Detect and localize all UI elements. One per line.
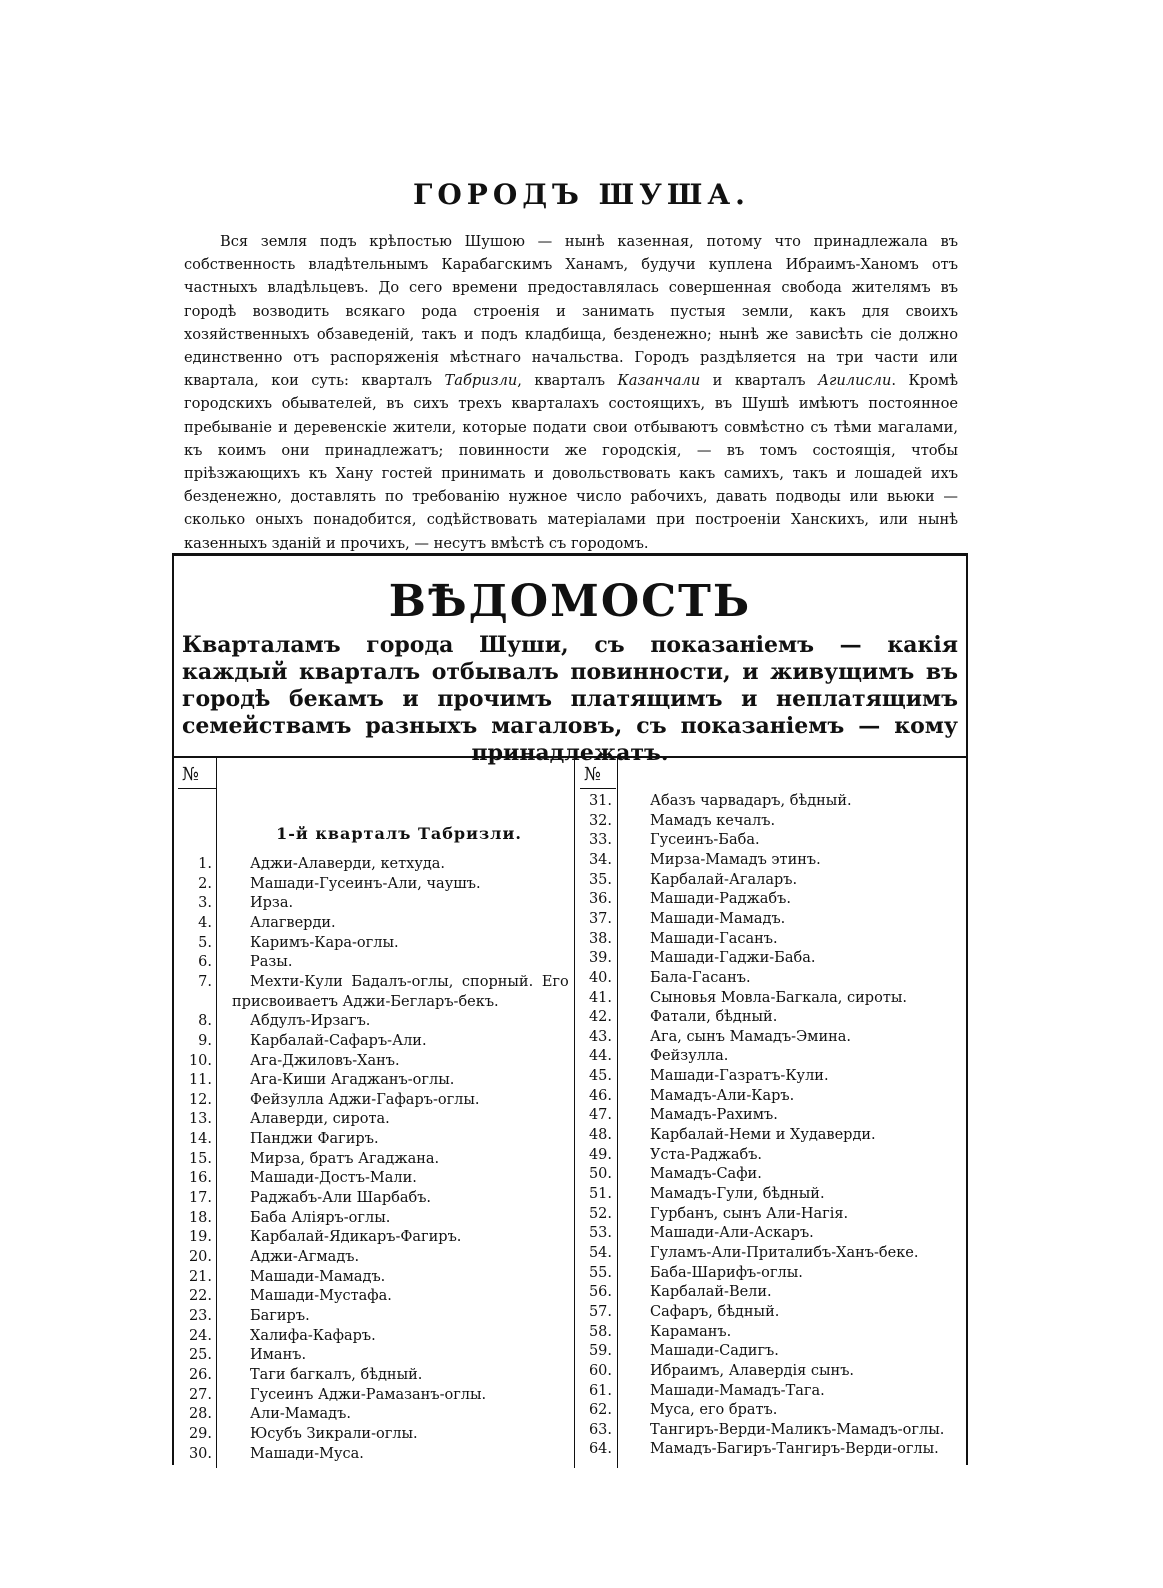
item-number: 54. (588, 1244, 612, 1261)
item-name: Разы. (250, 954, 293, 971)
item-name: Мамадъ-Сафи. (650, 1166, 762, 1183)
item-name: Абазъ чарвадаръ, бѣдный. (650, 793, 852, 809)
item-number: 38. (588, 930, 612, 947)
item-number: 3. (198, 895, 212, 912)
item-name: Мамадъ-Гули, бѣдный. (650, 1186, 825, 1202)
item-number: 19. (188, 1229, 212, 1246)
item-name: Аджи-Алаверди, кетхуда. (250, 856, 446, 872)
item-number: 35. (588, 871, 612, 888)
item-number: 44. (588, 1048, 612, 1065)
item-name: Баба Аліяръ-оглы. (250, 1209, 391, 1226)
left-num-rule (216, 758, 217, 1468)
item-number: 16. (188, 1170, 212, 1187)
item-name: Юсубъ Зикрали-оглы. (250, 1425, 418, 1442)
intro-text-1: Вся земля подъ крѣпостью Шушою — нынѣ казенная, потому что принадлежала въ собственность владѣтельнымъ Карабагскимъ Ханамъ, будучи куплена Ибраимъ-Ханомъ отъ частныхъ владѣльцевъ. До сего времени предоставлялась совершенная свобода жителямъ въ городѣ возводить всякаго рода строенія и занимать пустыя земли, какъ для своихъ хозяйственныхъ обзаведеній, такъ и подъ кладбища, безденежно; нынѣ же зависѣть сіе должно единственно отъ распоряженія мѣстнаго начальства. Городъ раздѣляется на три части или квартала, кои суть: кварталъ (184, 233, 958, 390)
item-name: Машади-Мамадъ. (250, 1268, 386, 1285)
item-number: 14. (188, 1131, 212, 1148)
item-name: Машади-Садигъ. (650, 1343, 779, 1360)
item-name: Фейзулла. (650, 1048, 729, 1065)
quarter-name-2: Казанчали (617, 372, 701, 390)
item-name: Караманъ. (650, 1323, 732, 1340)
item-name: Бала-Гасанъ. (650, 969, 751, 986)
item-number: 6. (198, 954, 212, 971)
item-number: 42. (588, 1009, 612, 1026)
item-number: 24. (188, 1327, 212, 1344)
item-name-continuation: присвоиваетъ Аджи-Бегларъ-бекъ. (232, 993, 499, 1010)
item-number: 10. (188, 1052, 212, 1069)
item-number: 33. (588, 832, 612, 849)
item-number: 50. (588, 1166, 612, 1183)
item-name: Каримъ-Кара-оглы. (250, 934, 399, 951)
item-name: Машади-Гусеинъ-Али, чаушъ. (250, 875, 481, 892)
item-number: 25. (188, 1347, 212, 1364)
item-number: 64. (588, 1441, 612, 1458)
item-number: 31. (588, 793, 612, 809)
item-number: 28. (188, 1406, 212, 1423)
item-name: Карбалай-Вели. (650, 1284, 772, 1301)
right-num-header-line (580, 788, 616, 789)
item-name: Тангиръ-Верди-Маликъ-Мамадъ-оглы. (650, 1421, 945, 1438)
right-num-header: № (584, 764, 602, 785)
item-number: 29. (188, 1425, 212, 1442)
item-number: 34. (588, 851, 612, 868)
item-number: 18. (188, 1209, 212, 1226)
item-number: 57. (588, 1303, 612, 1320)
item-name: Муса, его братъ. (650, 1402, 778, 1419)
item-number: 30. (188, 1445, 212, 1462)
item-name: Машади-Муса. (250, 1445, 364, 1462)
section-label: 1-й кварталъ Табризли. (276, 824, 522, 843)
item-number: 39. (588, 950, 612, 967)
item-name: Раджабъ-Али Шарбабъ. (250, 1190, 432, 1207)
item-number: 45. (588, 1068, 612, 1085)
item-number: 37. (588, 910, 612, 927)
item-name: Мамадъ-Рахимъ. (650, 1107, 778, 1124)
left-num-header: № (182, 764, 200, 785)
item-name: Сыновья Мовла-Багкала, сироты. (650, 989, 907, 1006)
item-number: 55. (588, 1264, 612, 1281)
item-number: 20. (188, 1249, 212, 1265)
intro-text-mid1: , кварталъ (517, 372, 606, 390)
item-name: Ага, сынъ Мамадъ-Эмина. (650, 1028, 852, 1045)
item-name: Фейзулла Аджи-Гафаръ-оглы. (250, 1091, 480, 1108)
item-number: 47. (588, 1107, 612, 1124)
item-name: Ирза. (250, 895, 294, 912)
quarter-name-3: Агилисли (817, 372, 892, 390)
item-name: Уста-Раджабъ. (650, 1146, 763, 1163)
item-number: 9. (198, 1032, 212, 1049)
item-name: Багиръ. (250, 1307, 310, 1324)
item-number: 21. (188, 1268, 212, 1285)
item-number: 27. (188, 1386, 212, 1403)
item-number: 13. (188, 1111, 212, 1128)
item-number: 11. (188, 1072, 212, 1089)
item-name: Гуламъ-Али-Приталибъ-Ханъ-беке. (650, 1244, 919, 1261)
item-name: Машади-Мамадъ-Тага. (650, 1382, 825, 1399)
item-name: Машади-Газратъ-Кули. (650, 1068, 829, 1085)
item-name: Аджи-Агмадъ. (250, 1249, 360, 1265)
vedomost-table (172, 553, 968, 1465)
item-number: 40. (588, 969, 612, 986)
item-number: 41. (588, 989, 612, 1006)
vedomost-subtitle: Кварталамъ города Шуши, съ показаніемъ — какія каждый кварталъ отбывалъ повинности, и живущимъ въ городѣ бекамъ и прочимъ платящимъ и неплатящимъ семействамъ разныхъ магаловъ, съ показаніемъ — кому принадлежатъ. (182, 632, 958, 766)
item-name: Машади-Раджабъ. (650, 891, 791, 908)
intro-paragraph (184, 230, 958, 555)
item-name: Гурбанъ, сынъ Али-Нагія. (650, 1205, 849, 1222)
item-number: 49. (588, 1146, 612, 1163)
item-number: 62. (588, 1402, 612, 1419)
quarter-name-1: Табризли (444, 372, 518, 390)
item-number: 56. (588, 1284, 612, 1301)
item-number: 52. (588, 1205, 612, 1222)
item-name: Алагверди. (250, 914, 336, 931)
item-name: Мехти-Кули Бадалъ-оглы, спорный. Его (250, 973, 569, 990)
item-name: Машади-Гасанъ. (650, 930, 778, 947)
header-divider (174, 756, 966, 758)
item-number: 2. (198, 875, 212, 892)
item-name: Мирза-Мамадъ этинъ. (650, 851, 821, 868)
item-name: Ага-Джиловъ-Ханъ. (250, 1052, 400, 1069)
left-num-header-line (178, 788, 216, 789)
item-number: 1. (198, 856, 212, 872)
item-number: 58. (588, 1323, 612, 1340)
item-name: Халифа-Кафаръ. (250, 1327, 376, 1344)
item-name: Машади-Мустафа. (250, 1288, 392, 1305)
item-number: 15. (188, 1150, 212, 1167)
item-number: 32. (588, 812, 612, 829)
item-name: Мамадъ кечалъ. (650, 812, 776, 829)
item-name: Машади-Али-Аскаръ. (650, 1225, 814, 1242)
intro-text-2: . Кромѣ городскихъ обывателей, въ сихъ трехъ кварталахъ состоящихъ, въ Шушѣ имѣютъ постоянное пребываніе и деревенскіе жители, которые подати свои отбываютъ совмѣстно съ тѣми магалами, къ коимъ они принадлежатъ; повинности же городскія, — въ томъ состоящія, чтобы пріѣзжающихъ къ Хану гостей принимать и довольствовать какъ самихъ, такъ и лошадей ихъ безденежно, доставлять по требованію нужное число рабочихъ, давать подводы или вьюки — сколько оныхъ понадобится, содѣйствовать матеріалами при построеніи Ханскихъ, или нынѣ казенныхъ зданій и прочихъ, — несутъ вмѣстѣ съ городомъ. (184, 372, 959, 552)
item-number: 36. (588, 891, 612, 908)
item-number: 60. (588, 1362, 612, 1379)
item-name: Иманъ. (250, 1347, 307, 1364)
item-number: 23. (188, 1307, 212, 1324)
item-name: Гусеинъ Аджи-Рамазанъ-оглы. (250, 1386, 487, 1403)
right-num-rule (617, 758, 618, 1468)
item-name: Панджи Фагиръ. (250, 1131, 379, 1148)
item-name: Сафаръ, бѣдный. (650, 1303, 780, 1320)
intro-text-mid2: и кварталъ (712, 372, 806, 390)
item-number: 4. (198, 914, 212, 931)
item-name: Мамадъ-Багиръ-Тангиръ-Верди-оглы. (650, 1441, 939, 1458)
item-number: 17. (188, 1190, 212, 1207)
item-name: Машади-Достъ-Мали. (250, 1170, 417, 1187)
item-name: Ага-Киши Агаджанъ-оглы. (250, 1072, 455, 1089)
item-number: 7. (198, 973, 212, 990)
item-number: 12. (188, 1091, 212, 1108)
item-number: 59. (588, 1343, 612, 1360)
item-name: Али-Мамадъ. (250, 1406, 351, 1423)
item-name: Фатали, бѣдный. (650, 1009, 778, 1026)
item-name: Алаверди, сирота. (250, 1111, 390, 1128)
item-number: 22. (188, 1288, 212, 1305)
item-number: 26. (188, 1366, 212, 1383)
item-number: 46. (588, 1087, 612, 1104)
item-name: Абдулъ-Ирзагъ. (250, 1013, 371, 1030)
vedomost-heading: ВѢДОМОСТЬ (388, 576, 752, 627)
item-name: Ибраимъ, Алавердія сынъ. (650, 1362, 855, 1379)
item-number: 61. (588, 1382, 612, 1399)
item-name: Таги багкалъ, бѣдный. (250, 1366, 423, 1383)
item-name: Машади-Мамадъ. (650, 910, 786, 927)
item-number: 5. (198, 934, 212, 951)
item-name: Гусеинъ-Баба. (650, 832, 760, 849)
item-number: 51. (588, 1186, 612, 1202)
item-name: Мамадъ-Али-Каръ. (650, 1087, 795, 1104)
item-name: Карбалай-Сафаръ-Али. (250, 1032, 427, 1049)
item-name: Машади-Гаджи-Баба. (650, 950, 816, 967)
item-number: 43. (588, 1028, 612, 1045)
item-number: 63. (588, 1421, 612, 1438)
item-number: 48. (588, 1127, 612, 1144)
item-name: Карбалай-Агаларъ. (650, 871, 798, 888)
item-name: Мирза, братъ Агаджана. (250, 1150, 440, 1167)
page-title: ГОРОДЪ ШУША. (413, 178, 750, 211)
item-number: 53. (588, 1225, 612, 1242)
item-name: Карбалай-Неми и Худаверди. (650, 1127, 876, 1144)
item-name: Карбалай-Ядикаръ-Фагиръ. (250, 1229, 462, 1246)
item-number: 8. (198, 1013, 212, 1030)
item-name: Баба-Шарифъ-оглы. (650, 1264, 803, 1281)
